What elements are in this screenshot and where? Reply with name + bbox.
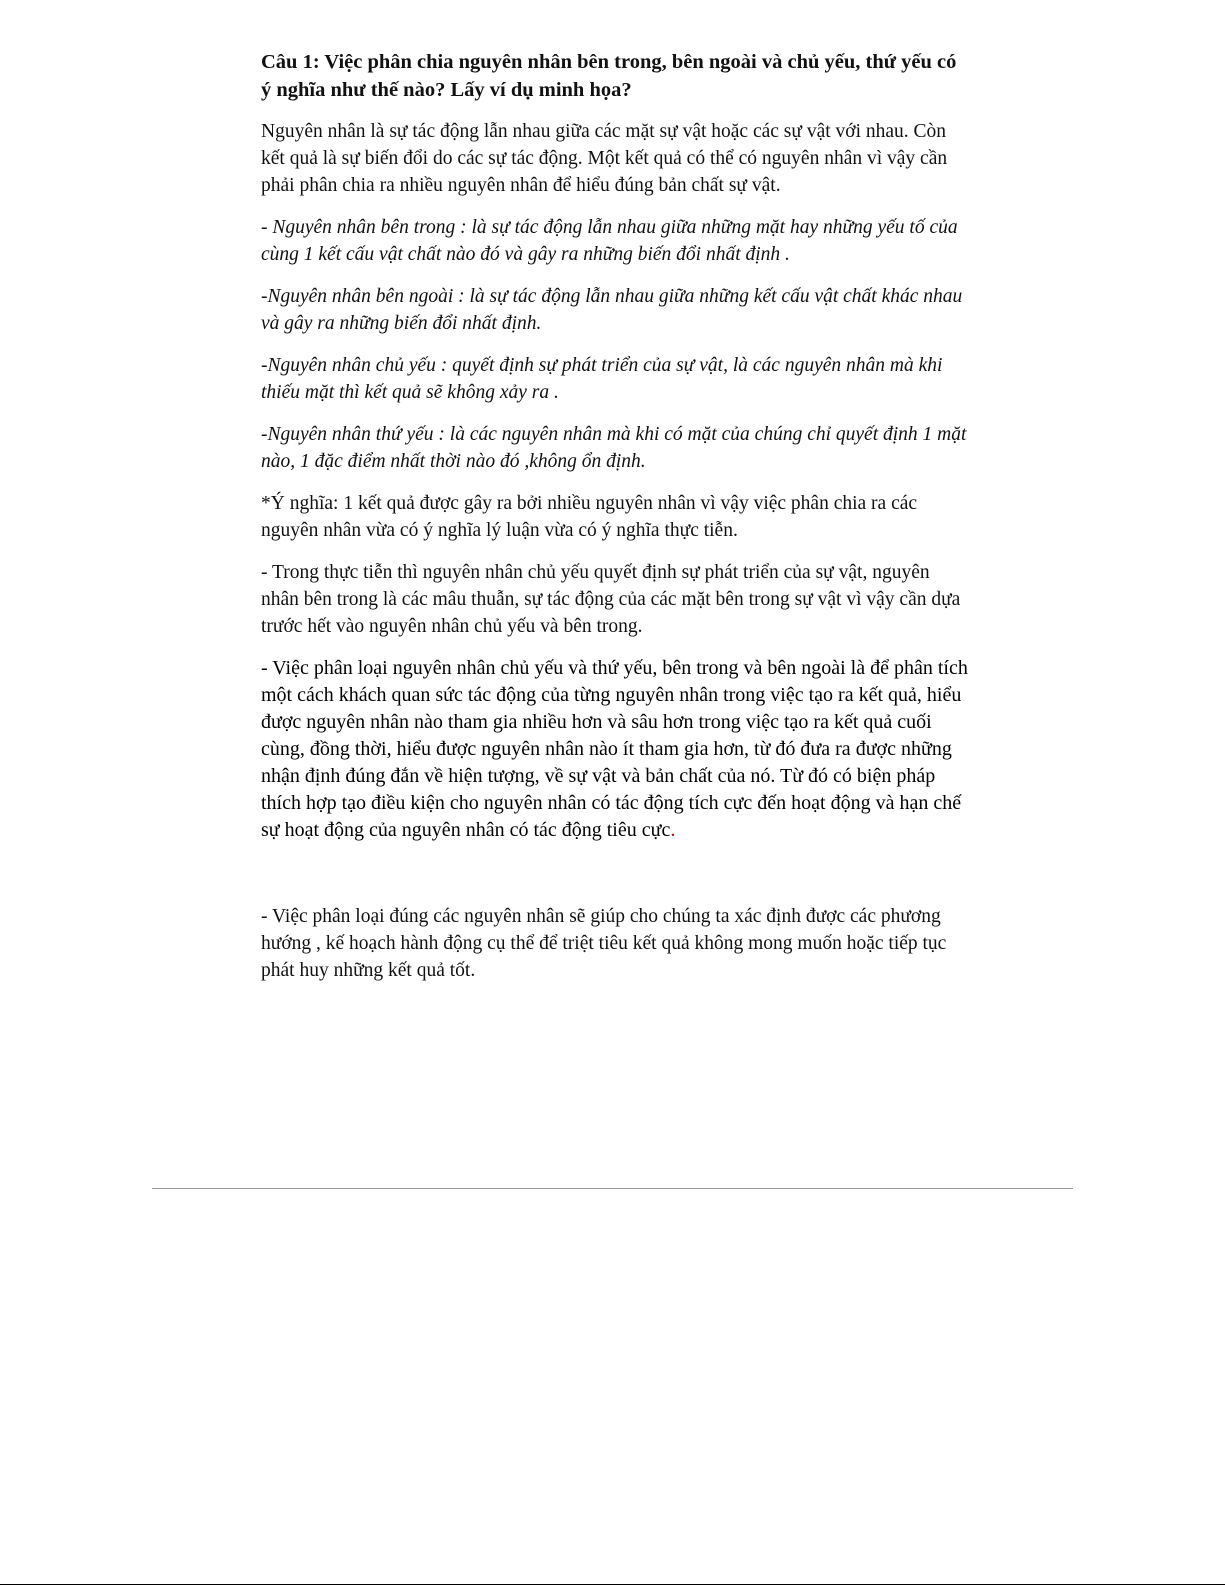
definition-main-cause: -Nguyên nhân chủ yếu : quyết định sự phát triển của sự vật, là các nguyên nhân mà khi thiếu mặt thì kết quả sẽ không xảy ra . (261, 355, 943, 403)
classification-text: - Việc phân loại nguyên nhân chủ yếu và thứ yếu, bên trong và bên ngoài là để phân tích một cách khách quan sức tác động của từng nguyên nhân trong việc tạo ra kết quả, hiểu được nguyên nhân nào tham gia nhiều hơn và sâu hơn trong việc tạo ra kết quả cuối cùng, đồng thời, hiểu được nguyên nhân nào ít tham gia hơn, từ đó đưa ra được những nhận định đúng đắn về hiện tượng, về sự vật và bản chất của nó. Từ đó có biện pháp thích hợp tạo điều kiện cho nguyên nhân có tác động tích cực đến hoạt động và hạn chế sự hoạt động của nguyên nhân có tác động tiêu cực (261, 657, 968, 841)
meaning-paragraph: *Ý nghĩa: 1 kết quả được gây ra bởi nhiều nguyên nhân vì vậy việc phân chia ra các nguyên nhân vừa có ý nghĩa lý luận vừa có ý nghĩa thực tiễn. (261, 493, 918, 541)
classification-end-mark: . (670, 819, 676, 841)
classification-paragraph (261, 655, 971, 844)
page-separator (152, 1188, 1073, 1189)
paragraph-spacer (261, 859, 971, 903)
definition-internal-cause: - Nguyên nhân bên trong : là sự tác động lẫn nhau giữa những mặt hay những yếu tố của cùng 1 kết cấu vật chất nào đó và gây ra những biến đổi nhất định . (261, 217, 958, 265)
practice-paragraph: - Trong thực tiễn thì nguyên nhân chủ yếu quyết định sự phát triển của sự vật, nguyên nhân bên trong là các mâu thuẫn, sự tác động của các mặt bên trong sự vật vì vậy cần dựa trước hết vào nguyên nhân chủ yếu và bên trong. (261, 562, 961, 637)
question-heading: Câu 1: Việc phân chia nguyên nhân bên trong, bên ngoài và chủ yếu, thứ yếu có ý nghĩa như thế nào? Lấy ví dụ minh họa? (261, 51, 957, 101)
conclusion-paragraph: - Việc phân loại đúng các nguyên nhân sẽ giúp cho chúng ta xác định được các phương hướng , kế hoạch hành động cụ thể để triệt tiêu kết quả không mong muốn hoặc tiếp tục phát huy những kết quả tốt. (261, 906, 947, 981)
document-body (261, 48, 971, 999)
definition-external-cause: -Nguyên nhân bên ngoài : là sự tác động lẫn nhau giữa những kết cấu vật chất khác nhau và gây ra những biến đổi nhất định. (261, 286, 963, 334)
definition-secondary-cause: -Nguyên nhân thứ yếu : là các nguyên nhân mà khi có mặt của chúng chỉ quyết định 1 mặt nào, 1 đặc điểm nhất thời nào đó ,không ổn định. (261, 424, 967, 472)
intro-paragraph: Nguyên nhân là sự tác động lẫn nhau giữa các mặt sự vật hoặc các sự vật với nhau. Còn kết quả là sự biến đổi do các sự tác động. Một kết quả có thể có nguyên nhân vì vậy cần phải phân chia ra nhiều nguyên nhân để hiểu đúng bản chất sự vật. (261, 121, 948, 196)
